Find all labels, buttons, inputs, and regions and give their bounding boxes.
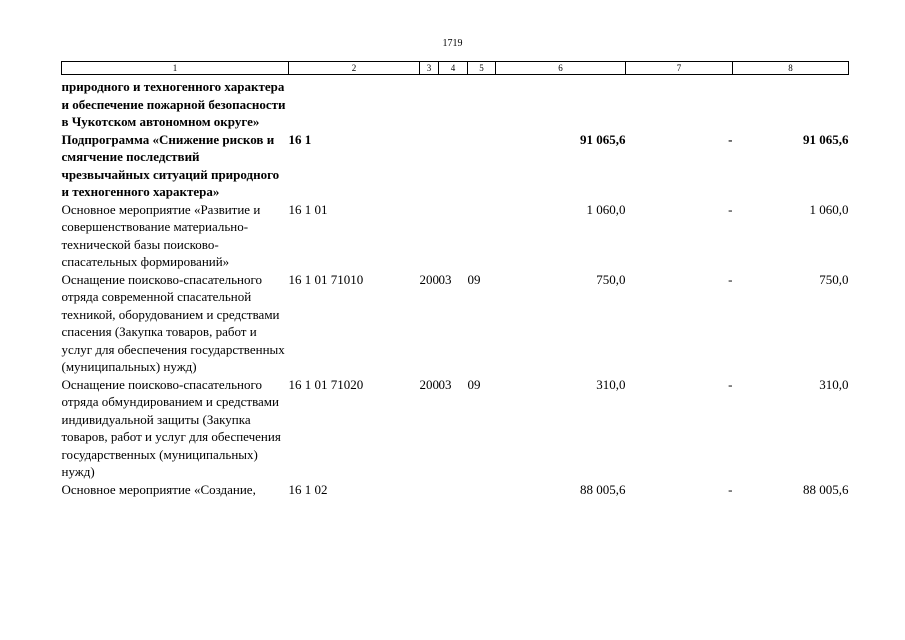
column-header-5: 5 <box>468 62 496 75</box>
row-amount: 750,0 <box>596 271 626 287</box>
row-subsection <box>468 75 496 131</box>
page-number: 1719 <box>442 38 463 49</box>
row-subsection <box>468 481 496 499</box>
row-total: 88 005,6 <box>803 481 849 497</box>
table-header <box>62 62 849 75</box>
row-amount <box>496 75 626 131</box>
row-change: - <box>728 271 733 287</box>
row-code: 16 1 02 <box>288 481 328 497</box>
row-expense-type: 200 <box>419 271 439 287</box>
budget-table <box>61 61 849 498</box>
row-total: 91 065,6 <box>803 131 849 147</box>
row-amount: 88 005,6 <box>580 481 626 497</box>
row-subsection: 09 <box>467 376 481 392</box>
row-expense-type <box>420 481 439 499</box>
table-row <box>62 271 849 376</box>
row-code: 16 1 <box>288 131 312 147</box>
row-name: природного и техногенного характера и обеспечение пожарной безопасности в Чукотском автономном округе» <box>61 79 286 129</box>
row-section <box>439 131 468 201</box>
column-header-6: 6 <box>496 62 626 75</box>
row-change: - <box>728 131 733 147</box>
row-code: 16 1 01 71020 <box>288 376 364 392</box>
row-expense-type <box>420 131 439 201</box>
row-code: 16 1 01 <box>288 201 328 217</box>
row-total <box>733 75 849 131</box>
column-header-4: 4 <box>439 62 468 75</box>
row-subsection <box>468 201 496 271</box>
row-change: - <box>728 481 733 497</box>
column-header-3: 3 <box>420 62 439 75</box>
column-header-7: 7 <box>626 62 733 75</box>
row-name: Основное мероприятие «Развитие и совершенствование материально-технической базы поисково-спасательных формирований» <box>61 201 261 269</box>
row-expense-type <box>420 75 439 131</box>
row-section <box>439 201 468 271</box>
row-total: 750,0 <box>819 271 849 287</box>
row-change: - <box>728 376 733 392</box>
column-header-2: 2 <box>289 62 420 75</box>
table-row <box>62 481 849 499</box>
row-section: 03 <box>438 271 452 287</box>
row-name: Подпрограмма «Снижение рисков и смягчение последствий чрезвычайных ситуаций природного и техногенного характера» <box>61 131 280 199</box>
column-header-1: 1 <box>62 62 289 75</box>
row-name: Оснащение поисково-спасательного отряда современной спасательной техникой, оборудованием и средствами спасения (Закупка товаров, работ и услуг для обеспечения государственных (муниципальных) нужд) <box>61 271 285 374</box>
row-amount: 310,0 <box>596 376 626 392</box>
row-change <box>626 75 733 131</box>
table-row <box>62 75 849 131</box>
row-code: 16 1 01 71010 <box>288 271 364 287</box>
row-code <box>289 75 420 131</box>
row-expense-type: 200 <box>419 376 439 392</box>
row-section: 03 <box>438 376 452 392</box>
column-header-8: 8 <box>733 62 849 75</box>
row-name: Оснащение поисково-спасательного отряда обмундированием и средствами индивидуальной защиты (Закупка товаров, работ и услуг для обеспечения государственных (муниципальных) нужд) <box>61 376 281 479</box>
row-total: 1 060,0 <box>809 201 849 217</box>
row-subsection <box>468 131 496 201</box>
row-section <box>439 75 468 131</box>
table-row <box>62 376 849 481</box>
row-amount: 1 060,0 <box>586 201 626 217</box>
row-amount: 91 065,6 <box>580 131 626 147</box>
row-expense-type <box>420 201 439 271</box>
row-subsection: 09 <box>467 271 481 287</box>
row-name: Основное мероприятие «Создание, <box>61 481 256 497</box>
table-row <box>62 131 849 201</box>
row-section <box>439 481 468 499</box>
row-change: - <box>728 201 733 217</box>
table-row <box>62 201 849 271</box>
row-total: 310,0 <box>819 376 849 392</box>
